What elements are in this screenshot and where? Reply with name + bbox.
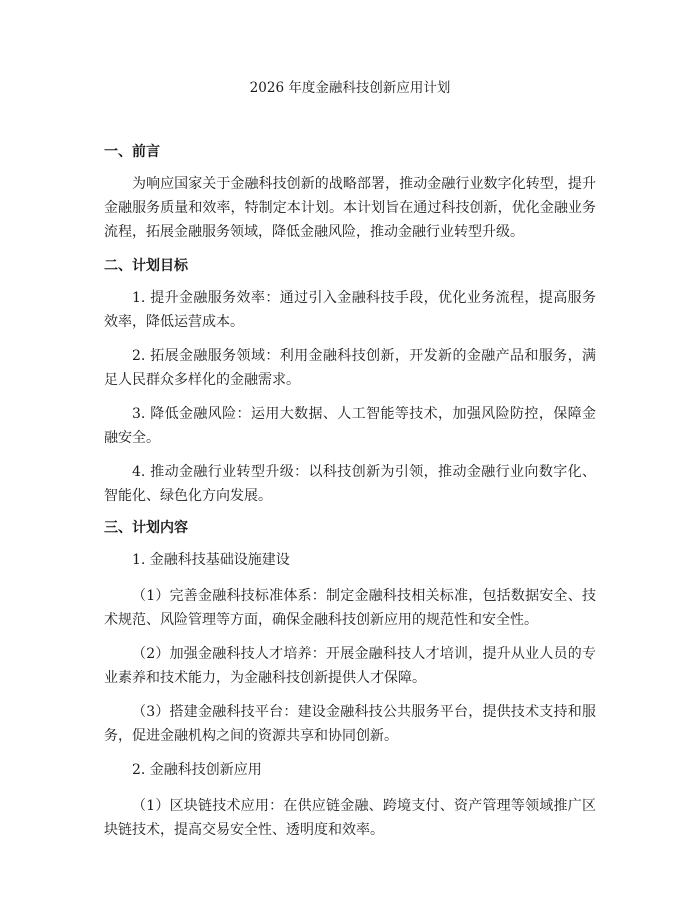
- goal-item: 3. 降低金融风险：运用大数据、人工智能等技术，加强风险防控，保障金融安全。: [104, 406, 596, 446]
- section-heading-preface: 一、前言: [104, 144, 160, 160]
- infrastructure-item: （3）搭建金融科技平台：建设金融科技公共服务平台，提供技术支持和服务，促进金融机构之间的资源共享和协同创新。: [104, 704, 596, 744]
- infrastructure-item: （1）完善金融科技标准体系：制定金融科技相关标准，包括数据安全、技术规范、风险管理等方面，确保金融科技创新应用的规范性和安全性。: [104, 588, 596, 628]
- subsection-title-innovation: 2. 金融科技创新应用: [132, 762, 262, 778]
- infrastructure-item: （2）加强金融科技人才培养：开展金融科技人才培训，提升从业人员的专业素养和技术能力，为金融科技创新提供人才保障。: [104, 646, 596, 686]
- goal-item: 2. 拓展金融服务领域：利用金融科技创新，开发新的金融产品和服务，满足人民群众多样化的金融需求。: [104, 348, 596, 388]
- goal-item: 4. 推动金融行业转型升级：以科技创新为引领，推动金融行业向数字化、智能化、绿色化方向发展。: [104, 464, 596, 504]
- innovation-item: （1）区块链技术应用：在供应链金融、跨境支付、资产管理等领域推广区块链技术，提高交易安全性、透明度和效率。: [104, 798, 596, 838]
- goal-item: 1. 提升金融服务效率：通过引入金融科技手段，优化业务流程，提高服务效率，降低运营成本。: [104, 290, 596, 330]
- preface-paragraph: 为响应国家关于金融科技创新的战略部署，推动金融行业数字化转型，提升金融服务质量和效率，特制定本计划。本计划旨在通过科技创新，优化金融业务流程，拓展金融服务领域，降低金融风险，推动金融行业转型升级。: [104, 176, 596, 240]
- section-heading-goals: 二、计划目标: [104, 258, 188, 274]
- section-heading-content: 三、计划内容: [104, 520, 188, 536]
- document-title: 2026 年度金融科技创新应用计划: [249, 80, 451, 96]
- subsection-title-infrastructure: 1. 金融科技基础设施建设: [132, 552, 290, 568]
